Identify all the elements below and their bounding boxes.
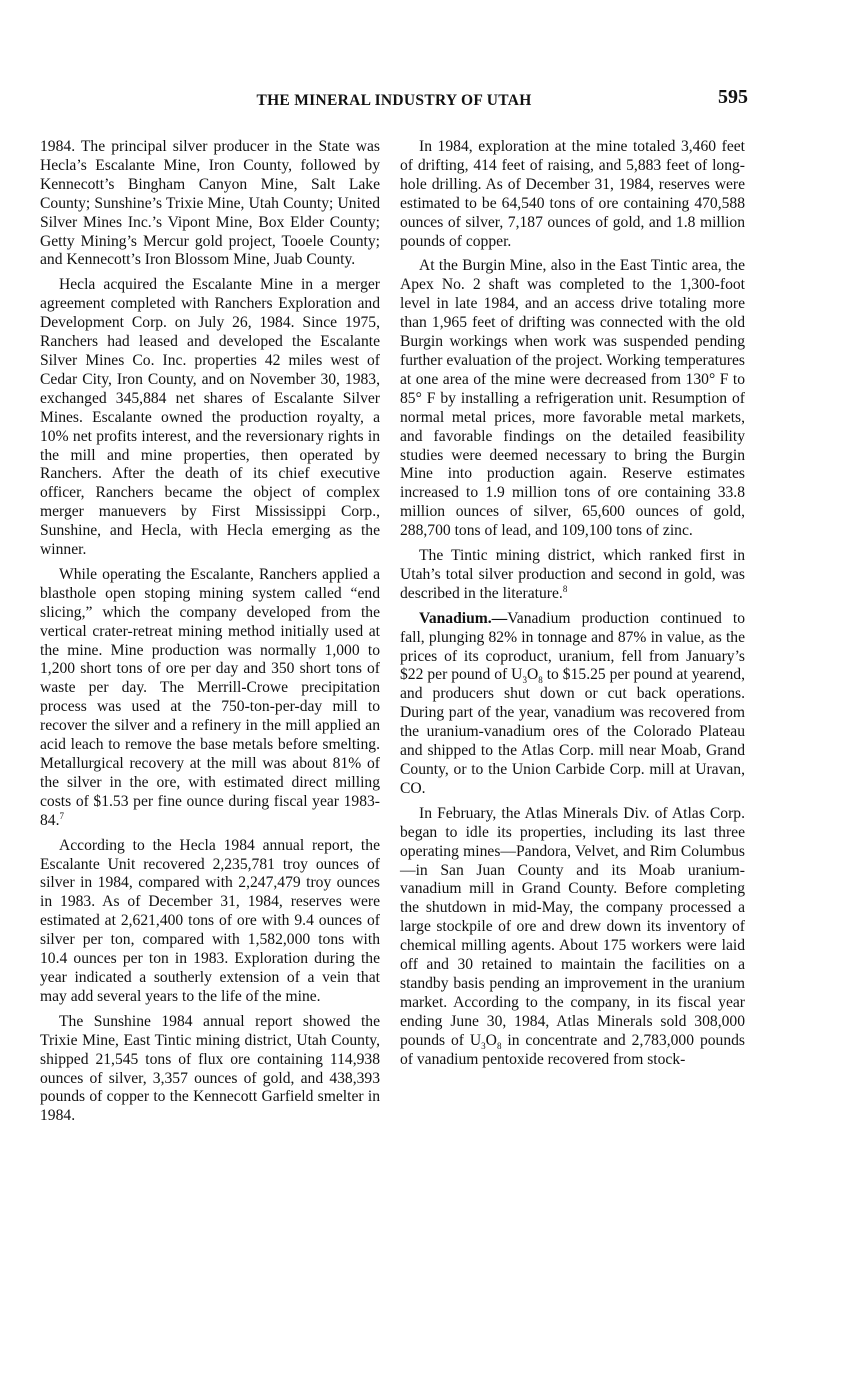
paragraph: The Sunshine 1984 annual report showed the Trixie Mine, East Tintic mining district, Utah County, shipped 21,545 tons of flux ore containing 114,938 ounces of silver, 3,357 ounces of gold, and 438,393 pounds of copper to the Kennecott Garfield smelter in 1984. <box>40 1012 380 1125</box>
paragraph: According to the Hecla 1984 annual report, the Escalante Unit recovered 2,235,781 troy ounces of silver in 1984, compared with 2,247,479 troy ounces in 1983. As of December 31, 1984, reserves were estimated at 2,621,400 tons of ore with 9.4 ounces of silver per ton, compared with 1,582,000 tons with 10.4 ounces per ton in 1983. Exploration during the year indicated a southerly extension of a vein that may add several years to the life of the mine. <box>40 836 380 1005</box>
left-column <box>40 138 380 1132</box>
paragraph <box>400 547 745 604</box>
paragraph-text: in concentrate and 2,783,000 pounds of vanadium pentoxide recovered from stock- <box>400 1031 746 1068</box>
paragraph-text: O <box>485 1031 497 1049</box>
paragraph <box>400 805 745 1070</box>
paragraph-text: O <box>526 666 539 684</box>
paragraph: 1984. The principal silver producer in the State was Hecla’s Escalante Mine, Iron County, followed by Kennecott’s Bingham Canyon Mine, Salt Lake County; Sunshine’s Trixie Mine, Utah County; United Silver Mines Inc.’s Vipont Mine, Box Elder County; Getty Mining’s Mercur gold project, Tooele County; and Kennecott’s Iron Blossom Mine, Juab County. <box>40 138 380 269</box>
subscript: 3 <box>522 675 527 686</box>
section-heading-vanadium: Vanadium.— <box>419 609 508 627</box>
paragraph: In 1984, exploration at the mine totaled 3,460 feet of drifting, 414 feet of raising, and 5,883 feet of long-hole drilling. As of December 31, 1984, reserves were estimated to be 64,540 tons of ore containing 470,588 ounces of silver, 7,187 ounces of gold, and 1.8 million pounds of copper. <box>400 138 745 250</box>
subscript: 3 <box>481 1040 486 1051</box>
paragraph-text: to $15.25 per pound at yearend, and producers shut down or cut back operations. During part of the year, vanadium was recovered from the uranium-vanadium ores of the Colorado Plateau and shipped to the Atlas Corp. mill near Moab, Grand County, or to the Union Carbide Corp. mill at Uravan, CO. <box>400 666 745 797</box>
paragraph-text: The Tintic mining district, which ranked first in Utah’s total silver production and second in gold, was described in the literature. <box>400 547 745 602</box>
paragraph: Hecla acquired the Escalante Mine in a merger agreement completed with Ranchers Exploration and Development Corp. on July 26, 1984. Since 1975, Ranchers had leased and developed the Escalante Silver Mines Co. Inc. properties 42 miles west of Cedar City, Iron County, and on November 30, 1983, exchanged 345,884 net shares of Escalante Silver Mines. Escalante owned the production royalty, a 10% net profits interest, and the reversionary rights in the mill and mine properties, then operated by Ranchers. After the death of its chief executive officer, Ranchers became the object of complex merger manuevers by First Mississippi Corp., Sunshine, and Hecla, with Hecla emerging as the winner. <box>40 276 380 559</box>
footnote-marker: 7 <box>59 810 64 821</box>
subscript: 8 <box>538 675 543 686</box>
paragraph: At the Burgin Mine, also in the East Tintic area, the Apex No. 2 shaft was completed to the 1,300-foot level in late 1984, and an access drive totaling more than 1,965 feet of drifting was connected with the old Burgin workings when work was suspended pending further evaluation of the project. Working temperatures at one area of the mine were decreased from 130° F to 85° F by installing a refrigeration unit. Resumption of normal metal prices, more favorable metal markets, and favorable findings on the detailed feasibility studies were deemed necessary to bring the Burgin Mine into production again. Reserve estimates increased to 1.9 million tons of ore containing 33.8 million ounces of silver, 65,600 ounces of gold, 288,700 tons of lead, and 109,100 tons of zinc. <box>400 257 745 540</box>
paragraph <box>40 566 380 831</box>
running-title: THE MINERAL INDUSTRY OF UTAH <box>256 92 532 109</box>
paragraph-text: While operating the Escalante, Ranchers applied a blasthole open stoping mining system called “end slicing,” which the company developed from the vertical crater-retreat mining method initially used at the mine. Mine production was normally 1,000 to 1,200 short tons of ore per day and 350 short tons of waste per day. The Merrill-Crowe precipitation process was used at the 750-ton-per-day mill to recover the silver and a refinery in the mill applied an acid leach to remove the base metals before smelting. Metallurgical recovery at the mill was about 81% of the silver in the ore, with estimated direct milling costs of $1.53 per fine ounce during fiscal year 1983-84. <box>40 565 380 829</box>
page-header <box>40 86 748 118</box>
subscript: 8 <box>496 1040 502 1051</box>
paragraph <box>400 610 745 799</box>
footnote-marker: 8 <box>562 583 568 594</box>
page-number: 595 <box>718 86 748 108</box>
paragraph-text: In February, the Atlas Minerals Div. of Atlas Corp. began to idle its properties, including its last three operating mines—Pandora, Velvet, and Rim Columbus—in San Juan County and its Moab uranium-vanadium mill in Grand County. Before completing the shutdown in mid-May, the company processed a large stockpile of ore and drew down its inventory of chemical milling agents. About 175 workers were laid off and 30 retained to maintain the facilities on a standby basis pending an improvement in the uranium market. According to the company, in its fiscal year ending June 30, 1984, Atlas Minerals sold 308,000 pounds of U <box>400 804 745 1049</box>
right-column <box>400 138 745 1076</box>
paragraph-text: Vanadium production continued to fall, plunging 82% in tonnage and 87% in value, as the prices of its coproduct, uranium, fell from January’s $22 per pound of U <box>400 609 745 684</box>
